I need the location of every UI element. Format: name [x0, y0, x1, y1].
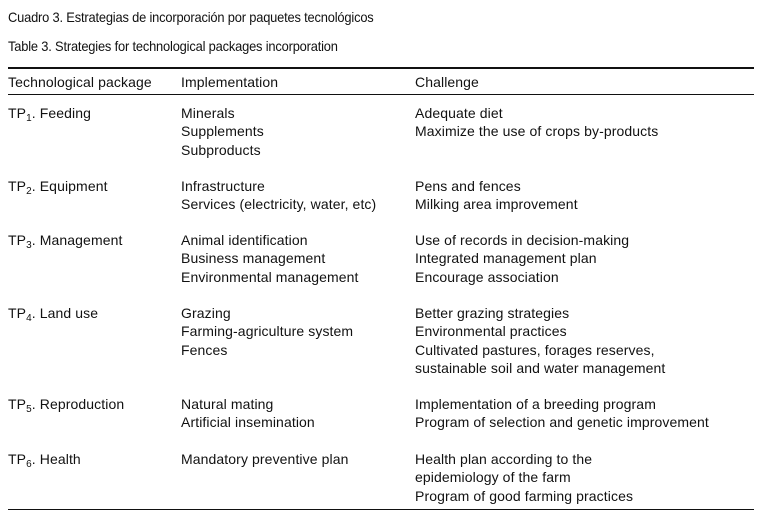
header-technological-package: Technological package: [8, 74, 152, 90]
implementation-item: Infrastructure: [181, 178, 265, 194]
implementation-item: Artificial insemination: [181, 414, 315, 431]
challenge-item: Maximize the use of crops by-products: [415, 123, 659, 140]
tp-subscript: 3: [26, 240, 32, 251]
tp-name: . Management: [31, 232, 123, 248]
technological-package-cell: [8, 231, 122, 249]
challenge-item: Program of good farming practices: [415, 487, 634, 504]
tp-subscript: 6: [26, 459, 32, 470]
implementation-item: Supplements: [181, 123, 264, 140]
challenge-cell: [415, 231, 629, 286]
challenge-item: Pens and fences: [415, 178, 521, 194]
table-top-rule: [8, 67, 754, 69]
challenge-item: Adequate diet: [415, 105, 503, 121]
challenge-item: sustainable soil and water management: [415, 359, 666, 376]
technological-package-cell: [8, 304, 98, 322]
tp-name: . Equipment: [31, 178, 108, 194]
implementation-item: Services (electricity, water, etc): [181, 196, 377, 213]
challenge-item: Program of selection and genetic improvement: [415, 414, 709, 431]
challenge-cell: [415, 104, 658, 141]
table-header-rule: [8, 94, 754, 95]
tp-prefix: TP: [8, 232, 27, 248]
header-challenge: Challenge: [415, 74, 479, 90]
challenge-cell: [415, 395, 709, 432]
caption-english: Table 3. Strategies for technological packages incorporation: [8, 38, 338, 54]
tp-prefix: TP: [8, 451, 27, 467]
tp-prefix: TP: [8, 396, 27, 412]
tp-subscript: 5: [26, 404, 32, 415]
challenge-item: Cultivated pastures, forages reserves,: [415, 341, 655, 358]
challenge-item: Integrated management plan: [415, 250, 597, 267]
challenge-item: Implementation of a breeding program: [415, 396, 656, 412]
table-bottom-rule: [8, 509, 754, 510]
challenge-item: epidemiology of the farm: [415, 469, 571, 486]
tp-prefix: TP: [8, 178, 27, 194]
implementation-item: Subproducts: [181, 141, 261, 158]
tp-name: . Reproduction: [31, 396, 125, 412]
challenge-item: Milking area improvement: [415, 196, 578, 213]
challenge-item: Environmental practices: [415, 323, 567, 340]
implementation-item: Fences: [181, 341, 228, 358]
implementation-item: Grazing: [181, 305, 231, 321]
implementation-cell: [181, 231, 359, 286]
tp-name: . Health: [31, 451, 81, 467]
implementation-item: Minerals: [181, 105, 235, 121]
implementation-cell: [181, 104, 264, 159]
tp-subscript: 2: [26, 186, 32, 197]
challenge-item: Encourage association: [415, 268, 559, 285]
challenge-cell: [415, 177, 578, 214]
caption-spanish: Cuadro 3. Estrategias de incorporación por paquetes tecnológicos: [8, 9, 374, 25]
implementation-item: Animal identification: [181, 232, 308, 248]
implementation-item: Farming-agriculture system: [181, 323, 354, 340]
implementation-item: Natural mating: [181, 396, 274, 412]
implementation-cell: [181, 304, 353, 359]
tp-prefix: TP: [8, 305, 27, 321]
technological-package-cell: [8, 104, 91, 122]
tp-subscript: 4: [26, 313, 32, 324]
implementation-cell: [181, 395, 315, 432]
technological-package-cell: [8, 395, 124, 413]
challenge-item: Health plan according to the: [415, 451, 593, 467]
implementation-cell: [181, 177, 376, 214]
implementation-item: Mandatory preventive plan: [181, 451, 349, 467]
technological-package-cell: [8, 450, 81, 468]
implementation-item: Environmental management: [181, 268, 359, 285]
tp-subscript: 1: [26, 113, 32, 124]
tp-name: . Land use: [31, 305, 99, 321]
tp-prefix: TP: [8, 105, 27, 121]
header-implementation: Implementation: [181, 74, 279, 90]
challenge-cell: [415, 450, 633, 505]
tp-name: . Feeding: [31, 105, 92, 121]
challenge-cell: [415, 304, 665, 377]
challenge-item: Better grazing strategies: [415, 305, 570, 321]
technological-package-cell: [8, 177, 108, 195]
challenge-item: Use of records in decision-making: [415, 232, 630, 248]
implementation-item: Business management: [181, 250, 326, 267]
implementation-cell: [181, 450, 349, 468]
